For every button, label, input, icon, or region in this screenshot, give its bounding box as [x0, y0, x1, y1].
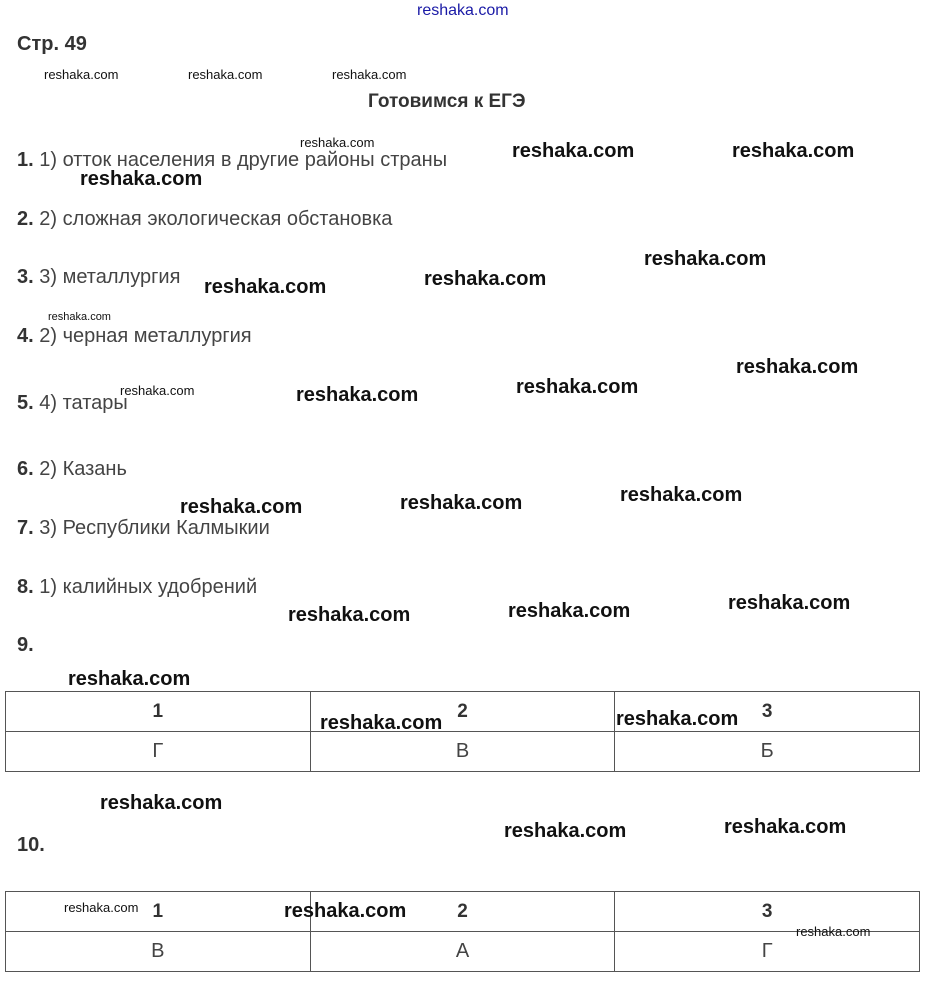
- page-label: Стр. 49: [17, 33, 87, 55]
- watermark: reshaka.com: [100, 792, 223, 814]
- answer-text: 4) татары: [39, 392, 128, 414]
- watermark: reshaka.com: [332, 67, 407, 82]
- watermark: reshaka.com: [180, 496, 303, 518]
- site-link[interactable]: reshaka.com: [417, 2, 509, 19]
- watermark: reshaka.com: [796, 924, 871, 939]
- table-value-cell: В: [310, 732, 615, 772]
- watermark: reshaka.com: [644, 248, 767, 270]
- question-10-table: [5, 891, 920, 972]
- watermark: reshaka.com: [732, 140, 855, 162]
- watermark: reshaka.com: [616, 708, 739, 730]
- watermark: reshaka.com: [204, 276, 327, 298]
- answer-6: [17, 458, 127, 481]
- watermark: reshaka.com: [512, 140, 635, 162]
- answer-text: 2) Казань: [39, 458, 127, 480]
- answer-number: 4.: [17, 325, 34, 347]
- table-header-cell: 2: [310, 892, 615, 932]
- answer-number: 3.: [17, 266, 34, 288]
- answer-text: 3) металлургия: [39, 266, 181, 288]
- question-10-label: [17, 834, 45, 857]
- table-value-cell: Г: [6, 732, 311, 772]
- watermark: reshaka.com: [120, 383, 195, 398]
- answer-text: 2) сложная экологическая обстановка: [39, 208, 393, 230]
- watermark: reshaka.com: [300, 135, 375, 150]
- watermark: reshaka.com: [80, 168, 203, 190]
- answer-4: [17, 325, 252, 348]
- watermark: reshaka.com: [284, 900, 407, 922]
- table-header-cell: 3: [615, 692, 920, 732]
- watermark: reshaka.com: [288, 604, 411, 626]
- watermark: reshaka.com: [188, 67, 263, 82]
- watermark: reshaka.com: [508, 600, 631, 622]
- watermark: reshaka.com: [736, 356, 859, 378]
- watermark: reshaka.com: [48, 311, 111, 323]
- answer-text: 2) черная металлургия: [39, 325, 252, 347]
- table-value-cell: В: [6, 932, 311, 972]
- answer-2: [17, 208, 392, 231]
- watermark: reshaka.com: [64, 900, 139, 915]
- table-value-cell: Б: [615, 732, 920, 772]
- question-9-label: [17, 634, 34, 657]
- answer-number: 10.: [17, 834, 45, 856]
- watermark: reshaka.com: [504, 820, 627, 842]
- answer-number: 7.: [17, 517, 34, 539]
- answer-text: 1) отток населения в другие районы страны: [39, 149, 448, 171]
- watermark: reshaka.com: [68, 668, 191, 690]
- answer-7: [17, 517, 270, 540]
- table-value-cell: А: [310, 932, 615, 972]
- answer-number: 1.: [17, 149, 34, 171]
- answer-number: 2.: [17, 208, 34, 230]
- question-9-table: [5, 691, 920, 772]
- answer-text: 3) Республики Калмыкии: [39, 517, 270, 539]
- section-title: Готовимся к ЕГЭ: [368, 91, 526, 112]
- table-header-cell: 3: [615, 892, 920, 932]
- answer-number: 8.: [17, 576, 34, 598]
- watermark: reshaka.com: [320, 712, 443, 734]
- table-header-cell: 1: [6, 692, 311, 732]
- watermark: reshaka.com: [724, 816, 847, 838]
- watermark: reshaka.com: [400, 492, 523, 514]
- watermark: reshaka.com: [516, 376, 639, 398]
- watermark: reshaka.com: [728, 592, 851, 614]
- answer-3: [17, 266, 180, 289]
- table-header-cell: 1: [6, 892, 311, 932]
- answer-number: 6.: [17, 458, 34, 480]
- answer-8: [17, 576, 257, 599]
- watermark: reshaka.com: [44, 67, 119, 82]
- watermark: reshaka.com: [424, 268, 547, 290]
- watermark: reshaka.com: [296, 384, 419, 406]
- watermark: reshaka.com: [620, 484, 743, 506]
- answer-text: 1) калийных удобрений: [39, 576, 258, 598]
- table-header-cell: 2: [310, 692, 615, 732]
- answer-number: 5.: [17, 392, 34, 414]
- answer-number: 9.: [17, 634, 34, 656]
- answer-5: [17, 392, 128, 415]
- table-value-cell: Г: [615, 932, 920, 972]
